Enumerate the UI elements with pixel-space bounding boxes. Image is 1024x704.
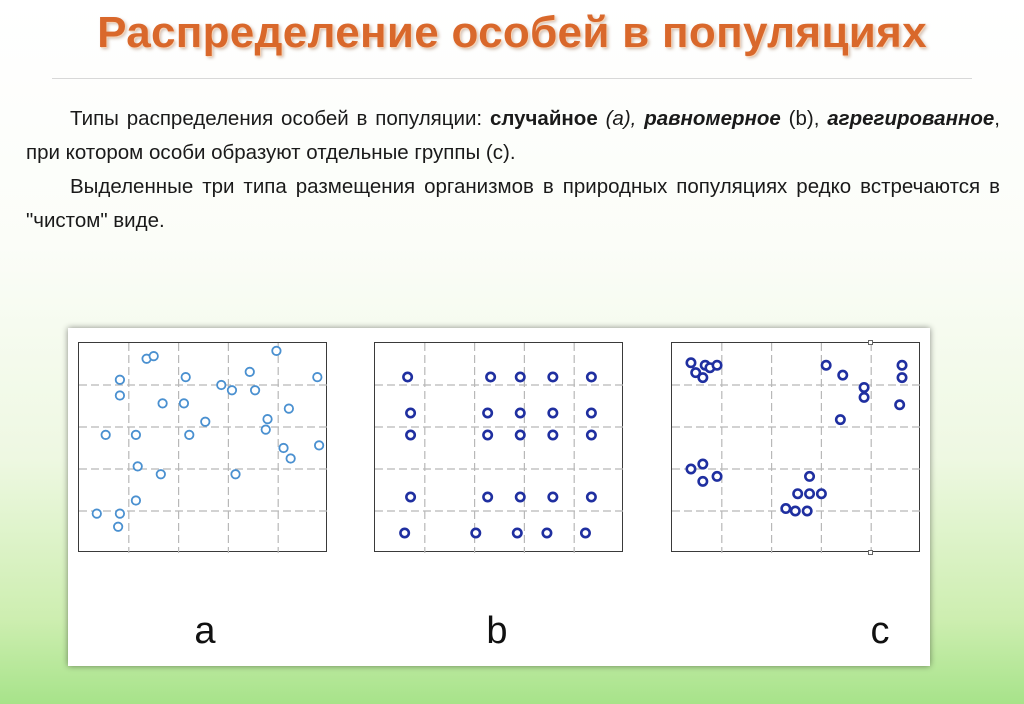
label-a: a: [194, 610, 216, 652]
individual-dot: [263, 415, 271, 423]
individual-dot: [150, 352, 158, 360]
distribution-figure: [68, 328, 930, 666]
individual-dot: [231, 470, 239, 478]
individual-dot: [400, 529, 408, 537]
individual-dot: [406, 493, 414, 501]
individual-dot: [782, 504, 790, 512]
individual-dot: [116, 376, 124, 384]
individual-dot: [472, 529, 480, 537]
paragraph-distribution-types: [26, 102, 1000, 170]
individual-dot: [581, 529, 589, 537]
individual-dot: [713, 361, 721, 369]
individual-dot: [132, 496, 140, 504]
individual-dot: [516, 373, 524, 381]
individual-dot: [101, 431, 109, 439]
individual-dot: [898, 373, 906, 381]
individual-dot: [403, 373, 411, 381]
individual-dot: [114, 523, 122, 531]
individual-dot: [549, 493, 557, 501]
individual-dot: [699, 460, 707, 468]
individual-dot: [699, 477, 707, 485]
individual-dot: [687, 465, 695, 473]
term-uniform: равномерное: [644, 107, 781, 130]
resize-handle[interactable]: [868, 340, 873, 345]
term-random: случайное: [489, 107, 598, 130]
slide-title: Распределение особей в популяциях: [97, 8, 927, 57]
term-aggregated: агрегированное: [827, 107, 995, 130]
individual-dot: [895, 401, 903, 409]
individual-dot: [513, 529, 521, 537]
individual-dot: [228, 386, 236, 394]
text-fragment: (b),: [780, 107, 828, 130]
individual-dot: [860, 383, 868, 391]
text-fragment: , при котором особи образуют отдельные группы (с).: [26, 107, 1000, 164]
individual-dot: [805, 472, 813, 480]
individual-dot: [93, 509, 101, 517]
individual-dot: [803, 507, 811, 515]
individual-dot: [516, 493, 524, 501]
body-text: [26, 102, 1000, 238]
resize-handle[interactable]: [868, 550, 873, 555]
label-c: c: [870, 610, 890, 652]
text-fragment: Типы распределения особей в популяции:: [70, 107, 490, 130]
individual-dot: [549, 431, 557, 439]
individual-dot: [116, 391, 124, 399]
title-divider: [52, 78, 972, 79]
individual-dot: [217, 381, 225, 389]
paragraph-note: Выделенные три типа размещения организмов в природных популяциях редко встречаются в "чистом" виде.: [26, 175, 1000, 232]
individual-dot: [516, 409, 524, 417]
panel-grid-svg: [79, 343, 328, 553]
individual-dot: [839, 371, 847, 379]
individual-dot: [251, 386, 259, 394]
individual-dot: [116, 509, 124, 517]
individual-dot: [805, 490, 813, 498]
individual-dot: [486, 373, 494, 381]
individual-dot: [817, 490, 825, 498]
individual-dot: [315, 441, 323, 449]
individual-dot: [246, 368, 254, 376]
panel-grid-svg: [672, 343, 921, 553]
individual-dot: [133, 462, 141, 470]
individual-dot: [713, 472, 721, 480]
individual-dot: [549, 373, 557, 381]
individual-dot: [516, 431, 524, 439]
individual-dot: [549, 409, 557, 417]
individual-dot: [185, 431, 193, 439]
individual-dot: [483, 409, 491, 417]
individual-dot: [285, 404, 293, 412]
individual-dot: [793, 490, 801, 498]
individual-dot: [587, 431, 595, 439]
individual-dot: [158, 399, 166, 407]
individual-dot: [406, 431, 414, 439]
individual-dot: [406, 409, 414, 417]
panel-random: [78, 342, 327, 552]
individual-dot: [313, 373, 321, 381]
individual-dot: [272, 347, 280, 355]
individual-dot: [286, 454, 294, 462]
label-b: b: [486, 610, 508, 652]
individual-dot: [587, 373, 595, 381]
text-fragment: (а),: [597, 107, 645, 130]
individual-dot: [822, 361, 830, 369]
panel-grid-svg: [375, 343, 624, 553]
panel-uniform: [374, 342, 623, 552]
individual-dot: [587, 409, 595, 417]
individual-dot: [699, 373, 707, 381]
individual-dot: [157, 470, 165, 478]
individual-dot: [201, 418, 209, 426]
individual-dot: [587, 493, 595, 501]
individual-dot: [687, 359, 695, 367]
individual-dot: [262, 425, 270, 433]
individual-dot: [182, 373, 190, 381]
individual-dot: [860, 393, 868, 401]
individual-dot: [180, 399, 188, 407]
individual-dot: [898, 361, 906, 369]
individual-dot: [279, 444, 287, 452]
individual-dot: [836, 415, 844, 423]
panel-aggregated: [671, 342, 920, 552]
individual-dot: [132, 431, 140, 439]
individual-dot: [791, 507, 799, 515]
individual-dot: [483, 431, 491, 439]
individual-dot: [483, 493, 491, 501]
individual-dot: [543, 529, 551, 537]
